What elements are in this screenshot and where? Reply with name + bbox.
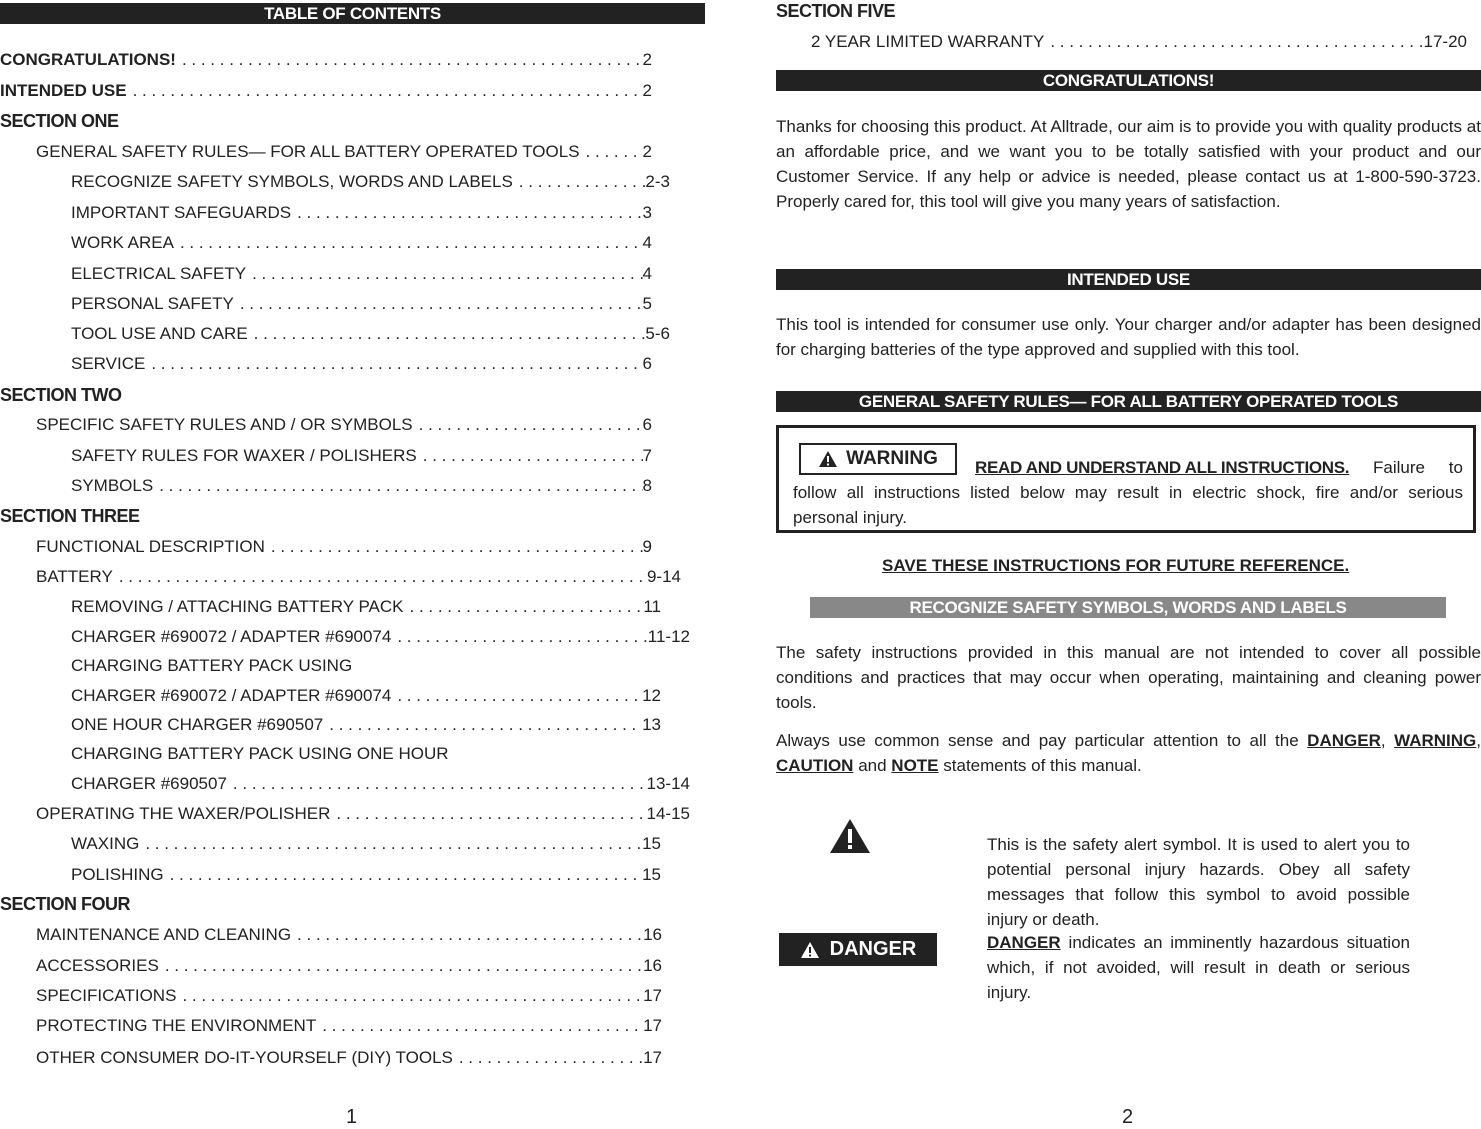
general-safety-header: GENERAL SAFETY RULES— FOR ALL BATTERY OPERATED TOOLS xyxy=(776,391,1481,412)
warning-box xyxy=(776,425,1476,533)
toc-entry[interactable]: OTHER CONSUMER DO-IT-YOURSELF (DIY) TOOLS . . . 17 xyxy=(36,1048,662,1068)
toc-entry[interactable]: INTENDED USE . . . 2 xyxy=(0,81,652,101)
toc-section-heading: SECTION ONE xyxy=(0,111,119,131)
right-page xyxy=(776,0,1481,1127)
left-page xyxy=(0,0,710,1127)
toc-entry[interactable]: TOOL USE AND CARE . . . 5-6 xyxy=(71,324,670,344)
toc-entry[interactable]: PERSONAL SAFETY . . . 5 xyxy=(71,294,652,314)
toc-entry[interactable]: SYMBOLS . . . 8 xyxy=(71,476,652,496)
intended-use-text: This tool is intended for consumer use only. Your charger and/or adapter has been designed for charging batteries of the type approved and supplied with this tool. xyxy=(776,315,1481,359)
toc-entry[interactable]: OPERATING THE WAXER/POLISHER . . . 14-15 xyxy=(36,804,690,824)
toc-entry[interactable]: CHARGER #690507 . . . 13-14 xyxy=(71,774,690,794)
recognize-header: RECOGNIZE SAFETY SYMBOLS, WORDS AND LABELS xyxy=(810,597,1446,618)
safety-alert-icon xyxy=(829,818,871,854)
toc-entry[interactable]: BATTERY . . . 9-14 xyxy=(36,567,681,587)
danger-definition-text: DANGER indicates an imminently hazardous situation which, if not avoided, will result in death or serious injury. xyxy=(987,933,1410,1002)
toc-entry[interactable]: CHARGER #690072 / ADAPTER #690074 . . . 12 xyxy=(71,686,661,706)
congratulations-header: CONGRATULATIONS! xyxy=(776,70,1481,91)
danger-label: DANGER xyxy=(779,933,937,966)
toc-entry[interactable]: WAXING . . . 15 xyxy=(71,834,661,854)
toc-entry[interactable]: RECOGNIZE SAFETY SYMBOLS, WORDS AND LABELS . . . 2-3 xyxy=(71,172,670,192)
toc-entry[interactable]: ACCESSORIES . . . 16 xyxy=(36,956,662,976)
warning-text: Failure to follow all instructions listed below may result in electric shock, fire and/or serious personal injury. xyxy=(793,458,1463,527)
toc-entry[interactable]: SPECIFICATIONS . . . 17 xyxy=(36,986,662,1006)
toc-entry[interactable]: ELECTRICAL SAFETY . . . 4 xyxy=(71,264,652,284)
toc-entry[interactable]: ONE HOUR CHARGER #690507 . . . 13 xyxy=(71,715,661,735)
toc-header: TABLE OF CONTENTS xyxy=(0,3,705,24)
congratulations-text: Thanks for choosing this product. At Alltrade, our aim is to provide you with quality products at an affordable price, and we want you to be totally satisfied with your product and our Customer Service. If any help or advice is needed, please contact us at 1-800-590-3723. Properly cared for, this tool will give you many years of satisfaction. xyxy=(776,117,1481,211)
toc-entry[interactable]: PROTECTING THE ENVIRONMENT . . . 17 xyxy=(36,1016,662,1036)
toc-entry[interactable]: SERVICE . . . 6 xyxy=(71,354,652,374)
warning-label: WARNING xyxy=(799,443,957,475)
intended-use-header: INTENDED USE xyxy=(776,269,1481,290)
toc-entry[interactable]: REMOVING / ATTACHING BATTERY PACK . . . 11 xyxy=(71,597,661,617)
safety-instructions-text: The safety instructions provided in this manual are not intended to cover all possible conditions and practices that may occur when operating, maintaining and cleaning power tools. xyxy=(776,643,1481,712)
danger-triangle-icon xyxy=(800,941,820,959)
toc-entry[interactable]: IMPORTANT SAFEGUARDS . . . 3 xyxy=(71,203,652,223)
warning-line-1: READ AND UNDERSTAND ALL INSTRUCTIONS. xyxy=(975,458,1350,477)
toc-section-heading: SECTION TWO xyxy=(0,385,122,405)
toc-entry[interactable]: MAINTENANCE AND CLEANING . . . 16 xyxy=(36,925,662,945)
toc-entry[interactable]: CONGRATULATIONS! . . . 2 xyxy=(0,50,652,70)
common-sense-text: Always use common sense and pay particular attention to all the DANGER, WARNING, CAUTION and NOTE statements of this manual. xyxy=(776,731,1481,775)
toc-entry-warranty[interactable]: 2 YEAR LIMITED WARRANTY . . . 17-20 xyxy=(811,32,1467,52)
toc-section-heading: SECTION THREE xyxy=(0,506,140,526)
toc-entry[interactable]: FUNCTIONAL DESCRIPTION . . . 9 xyxy=(36,537,652,557)
toc-entry[interactable]: GENERAL SAFETY RULES— FOR ALL BATTERY OPERATED TOOLS . . . 2 xyxy=(36,142,652,162)
safety-alert-text: This is the safety alert symbol. It is used to alert you to potential personal injury hazards. Obey all safety messages that follow this symbol to avoid possible injury or death. xyxy=(987,835,1410,929)
page-number: 1 xyxy=(346,1106,358,1128)
toc-entry[interactable]: CHARGING BATTERY PACK USING xyxy=(71,656,353,675)
toc-entry[interactable]: WORK AREA . . . 4 xyxy=(71,233,652,253)
page-number: 2 xyxy=(1122,1106,1134,1128)
toc-section-heading: SECTION FOUR xyxy=(0,894,131,914)
save-instructions: SAVE THESE INSTRUCTIONS FOR FUTURE REFERENCE. xyxy=(882,556,1350,575)
toc-entry[interactable]: SAFETY RULES FOR WAXER / POLISHERS . . . 7 xyxy=(71,446,652,466)
toc-entry[interactable]: CHARGER #690072 / ADAPTER #690074 . . . 11-12 xyxy=(71,627,690,647)
toc-entry[interactable]: POLISHING . . . 15 xyxy=(71,865,661,885)
toc-entry[interactable]: CHARGING BATTERY PACK USING ONE HOUR xyxy=(71,744,449,763)
section-five-heading: SECTION FIVE xyxy=(776,1,896,21)
toc-entry[interactable]: SPECIFIC SAFETY RULES AND / OR SYMBOLS . . . 6 xyxy=(36,415,652,435)
